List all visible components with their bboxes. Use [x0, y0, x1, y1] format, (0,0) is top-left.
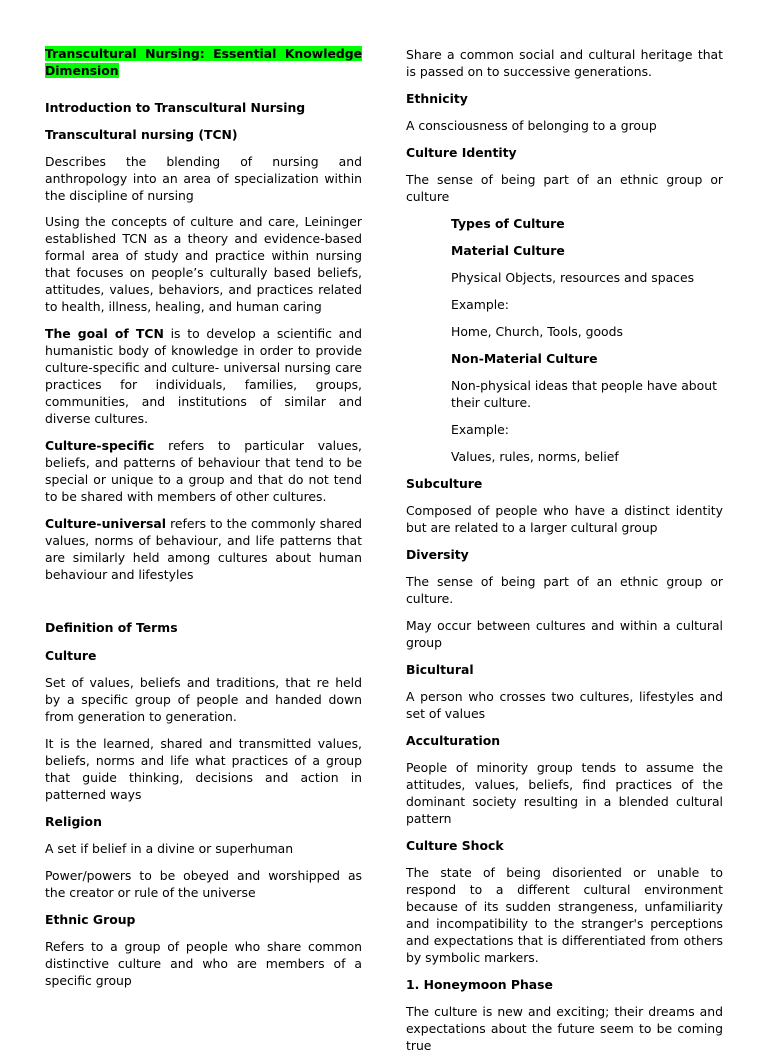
ethnic-group-heading: Ethnic Group: [45, 912, 136, 927]
ethnicity-paragraph: A consciousness of belonging to a group: [406, 118, 657, 133]
ethnic-group-paragraph: Refers to a group of people who share common distinctive culture and who are members of a specific group: [45, 939, 362, 988]
title-highlight: Transcultural Nursing: Essential Knowledge Dimension: [45, 46, 362, 78]
culture-universal-text: refers to the commonly shared values, norms of behaviour, and life patterns that are similarly held among cultures about human behaviour and lifestyles: [45, 516, 362, 582]
bicultural-heading: Bicultural: [406, 662, 474, 677]
goal-paragraph: [45, 325, 362, 427]
continued-paragraph: Share a common social and cultural heritage that is passed on to successive generations.: [406, 47, 723, 79]
religion-paragraph-1: A set if belief in a divine or superhuman: [45, 841, 294, 856]
material-example-text: Home, Church, Tools, goods: [451, 324, 623, 339]
types-of-culture-heading: Types of Culture: [451, 216, 565, 231]
diversity-paragraph-1: The sense of being part of an ethnic group or culture.: [406, 574, 723, 606]
definition-heading: Definition of Terms: [45, 620, 178, 635]
religion-heading: Religion: [45, 814, 102, 829]
material-culture-heading: Material Culture: [451, 243, 565, 258]
right-column: [406, 0, 723, 1054]
tcn-heading: Transcultural nursing (TCN): [45, 127, 238, 142]
culture-paragraph-1: Set of values, beliefs and traditions, that re held by a specific group of people and handed down from generation to generation.: [45, 675, 362, 724]
culture-shock-paragraph: The state of being disoriented or unable to respond to a different cultural environment because of its sudden strangeness, unfamiliarity and incompatibility to the stranger's perceptions and expectations that is differentiated from others by symbolic markers.: [406, 865, 723, 965]
culture-identity-paragraph: The sense of being part of an ethnic group or culture: [406, 172, 723, 204]
bicultural-paragraph: A person who crosses two cultures, lifestyles and set of values: [406, 689, 723, 721]
non-material-example-label: Example:: [451, 422, 509, 437]
acculturation-paragraph: People of minority group tends to assume the attitudes, values, beliefs, find practices of the dominant society resulting in a blended cultural pattern: [406, 760, 723, 826]
goal-text: is to develop a scientific and humanistic body of knowledge in order to provide culture-specific and culture- universal nursing care practices for individuals, families, groups, communities, and institutions of similar and diverse cultures.: [45, 326, 362, 426]
culture-specific-text: refers to particular values, beliefs, and patterns of behaviour that tend to be special or unique to a group and that do not tend to be shared with members of other cultures.: [45, 438, 362, 504]
material-example-label: Example:: [451, 297, 509, 312]
religion-paragraph-2: Power/powers to be obeyed and worshipped as the creator or rule of the universe: [45, 868, 362, 900]
culture-identity-heading: Culture Identity: [406, 145, 517, 160]
document-title: [45, 45, 362, 79]
tcn-paragraph-2: Using the concepts of culture and care, Leininger established TCN as a theory and evidence-based formal area of study and practice within nursing that focuses on people’s culturally based beliefs, attitudes, values, behaviors, and practices related to health, illness, healing, and human caring: [45, 214, 362, 314]
culture-paragraph-2: It is the learned, shared and transmitted values, beliefs, norms and life what practices of a group that guide thinking, decisions and action in patterned ways: [45, 736, 362, 802]
tcn-paragraph-1: Describes the blending of nursing and anthropology into an area of specialization within the discipline of nursing: [45, 154, 362, 203]
subculture-paragraph: Composed of people who have a distinct identity but are related to a larger cultural group: [406, 503, 723, 535]
left-column: [45, 0, 362, 989]
culture-heading: Culture: [45, 648, 97, 663]
non-material-culture-paragraph: Non-physical ideas that people have about their culture.: [451, 378, 717, 410]
non-material-culture-heading: Non-Material Culture: [451, 351, 598, 366]
diversity-paragraph-2: May occur between cultures and within a cultural group: [406, 618, 723, 650]
acculturation-heading: Acculturation: [406, 733, 501, 748]
culture-specific-term: Culture-specific: [45, 438, 155, 453]
diversity-heading: Diversity: [406, 547, 469, 562]
non-material-example-text: Values, rules, norms, belief: [451, 449, 619, 464]
intro-heading: Introduction to Transcultural Nursing: [45, 100, 306, 115]
goal-term: The goal of TCN: [45, 326, 164, 341]
honeymoon-phase-paragraph: The culture is new and exciting; their dreams and expectations about the future seem to be coming true: [406, 1004, 723, 1053]
honeymoon-phase-heading: 1. Honeymoon Phase: [406, 977, 553, 992]
culture-universal-paragraph: [45, 515, 362, 583]
culture-shock-heading: Culture Shock: [406, 838, 504, 853]
ethnicity-heading: Ethnicity: [406, 91, 468, 106]
subculture-heading: Subculture: [406, 476, 483, 491]
culture-specific-paragraph: [45, 437, 362, 505]
culture-universal-term: Culture-universal: [45, 516, 167, 531]
material-culture-paragraph: Physical Objects, resources and spaces: [451, 270, 695, 285]
